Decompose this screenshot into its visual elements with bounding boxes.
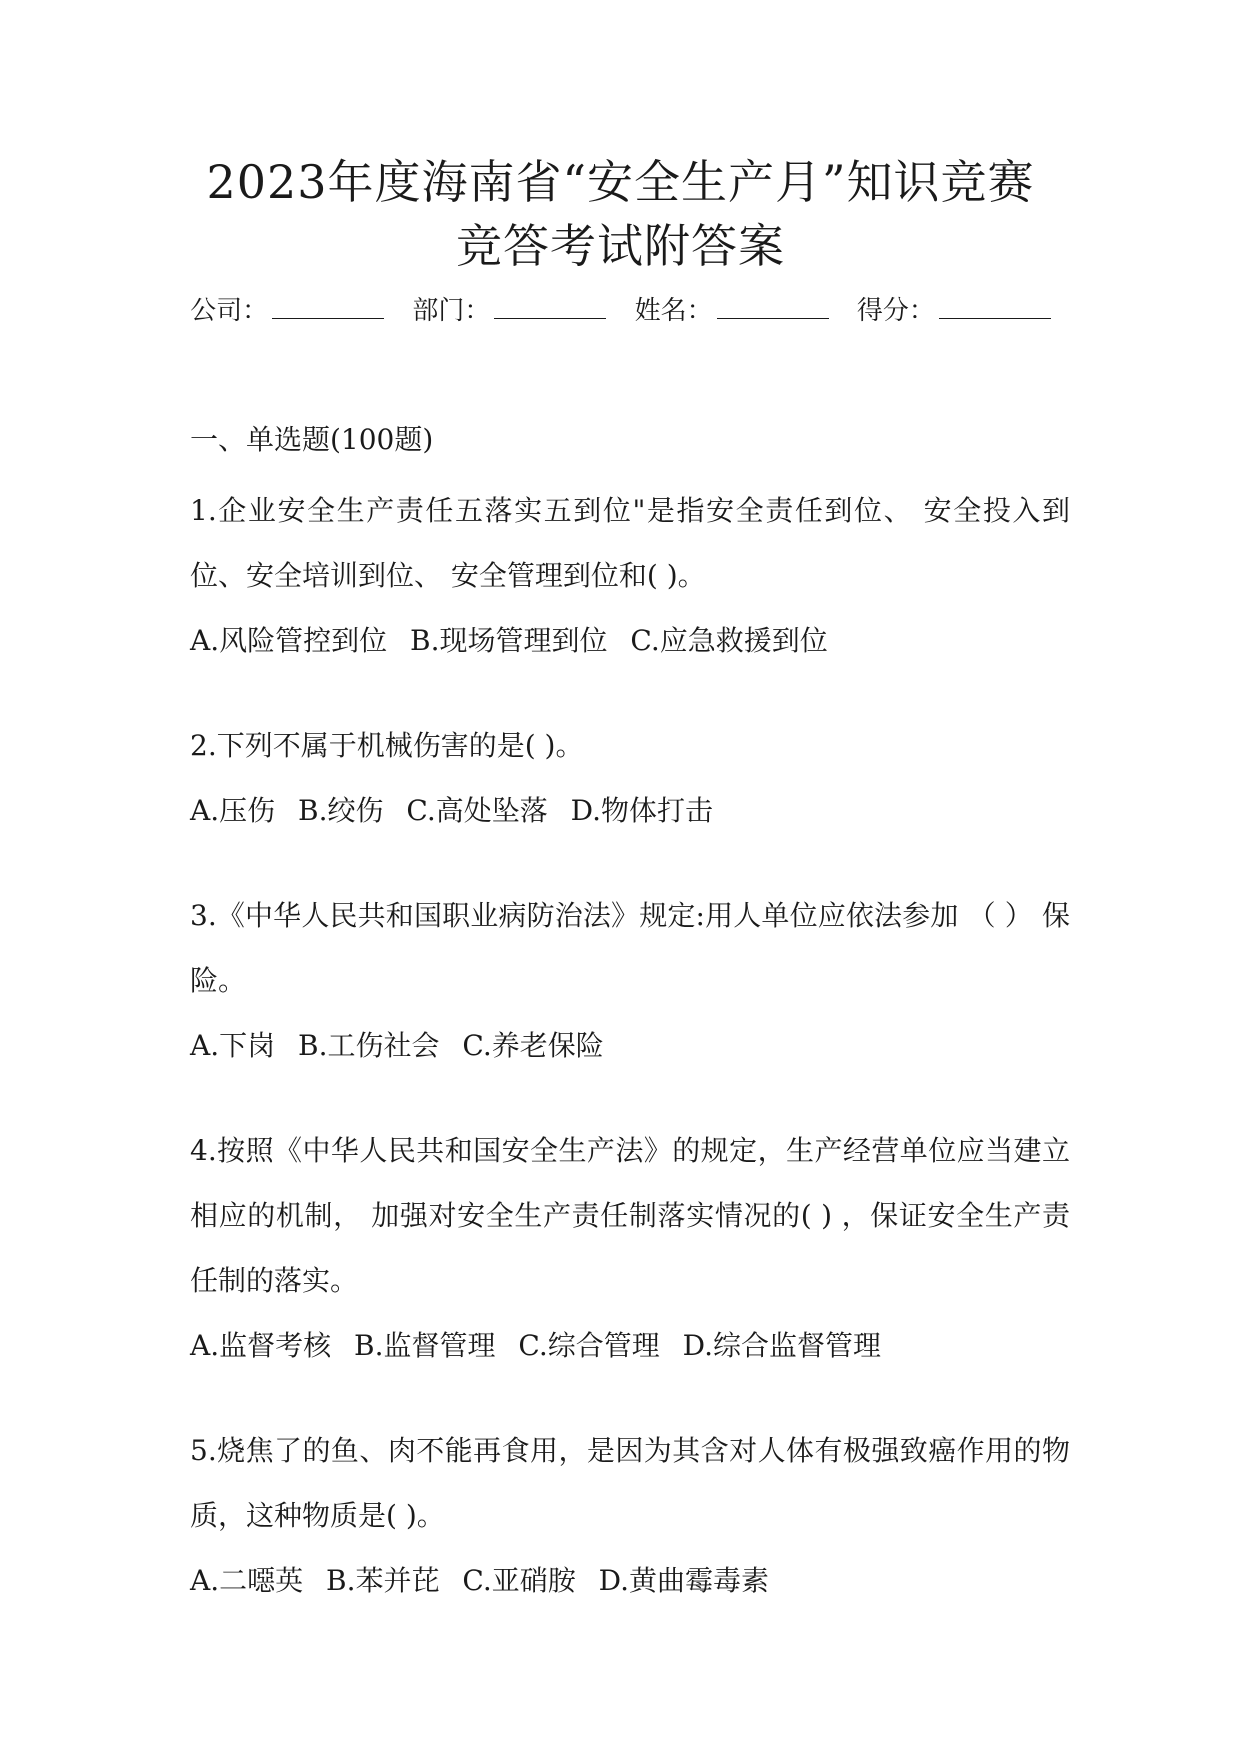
option-b: B.工伤社会: [298, 1029, 440, 1062]
question-options: [190, 1013, 1070, 1078]
blank-line: [494, 290, 606, 319]
question-options: [190, 778, 1070, 843]
info-row: [0, 290, 1241, 329]
option-c: C.养老保险: [462, 1029, 604, 1062]
option-b: B.苯并芘: [326, 1564, 440, 1597]
info-field-label: 公司：: [190, 296, 269, 326]
option-a: A.监督考核: [190, 1329, 332, 1362]
question-4: [190, 1118, 1070, 1378]
question-text: 2.下列不属于机械伤害的是( )。: [190, 729, 584, 762]
info-field-company: [190, 290, 384, 329]
option-a: A.风险管控到位: [190, 624, 388, 657]
option-c: C.高处坠落: [406, 794, 548, 827]
info-field-department: [412, 290, 606, 329]
question-text: 5.烧焦了的鱼、肉不能再食用，是因为其含对人体有极强致癌作用的物质，这种物质是( )。: [190, 1434, 1070, 1532]
question-options: [190, 1313, 1070, 1378]
option-c: C.应急救援到位: [630, 624, 828, 657]
question-text: 3.《中华人民共和国职业病防治法》规定:用人单位应依法参加 （ ） 保险。: [190, 899, 1070, 997]
document-title-line1: 2023年度海南省“安全生产月”知识竞赛: [206, 155, 1035, 209]
option-a: A.下岗: [190, 1029, 276, 1062]
question-text: 1.企业安全生产责任五落实五到位"是指安全责任到位、 安全投入到位、安全培训到位、 安全管理到位和( )。: [190, 494, 1070, 592]
question-text: 4.按照《中华人民共和国安全生产法》的规定，生产经营单位应当建立相应的机制， 加强对安全生产责任制落实情况的( ) ，保证安全生产责任制的落实。: [190, 1134, 1070, 1297]
question-2: [190, 713, 1070, 843]
option-d: D.综合监督管理: [682, 1329, 882, 1362]
option-b: B.现场管理到位: [410, 624, 608, 657]
question-5: [190, 1418, 1070, 1613]
blank-line: [272, 290, 384, 319]
blank-line: [939, 290, 1051, 319]
question-3: [190, 883, 1070, 1078]
option-a: A.压伤: [190, 794, 276, 827]
blank-line: [717, 290, 829, 319]
section-heading: 一、单选题(100题): [190, 423, 434, 456]
info-field-label: 部门：: [412, 296, 491, 326]
info-field-label: 得分：: [856, 296, 935, 326]
option-c: C.亚硝胺: [462, 1564, 576, 1597]
option-c: C.综合管理: [518, 1329, 660, 1362]
option-b: B.绞伤: [298, 794, 384, 827]
info-field-label: 姓名：: [634, 296, 713, 326]
question-list: [190, 420, 1070, 1653]
document-title-line2: 竞答考试附答案: [456, 219, 785, 273]
option-a: A.二噁英: [190, 1564, 304, 1597]
option-d: D.黄曲霉毒素: [598, 1564, 770, 1597]
info-field-score: [857, 290, 1051, 329]
question-options: [190, 1548, 1070, 1613]
info-field-name: [635, 290, 829, 329]
option-b: B.监督管理: [354, 1329, 496, 1362]
question-1: [190, 478, 1070, 673]
option-d: D.物体打击: [570, 794, 714, 827]
question-options: [190, 608, 1070, 673]
